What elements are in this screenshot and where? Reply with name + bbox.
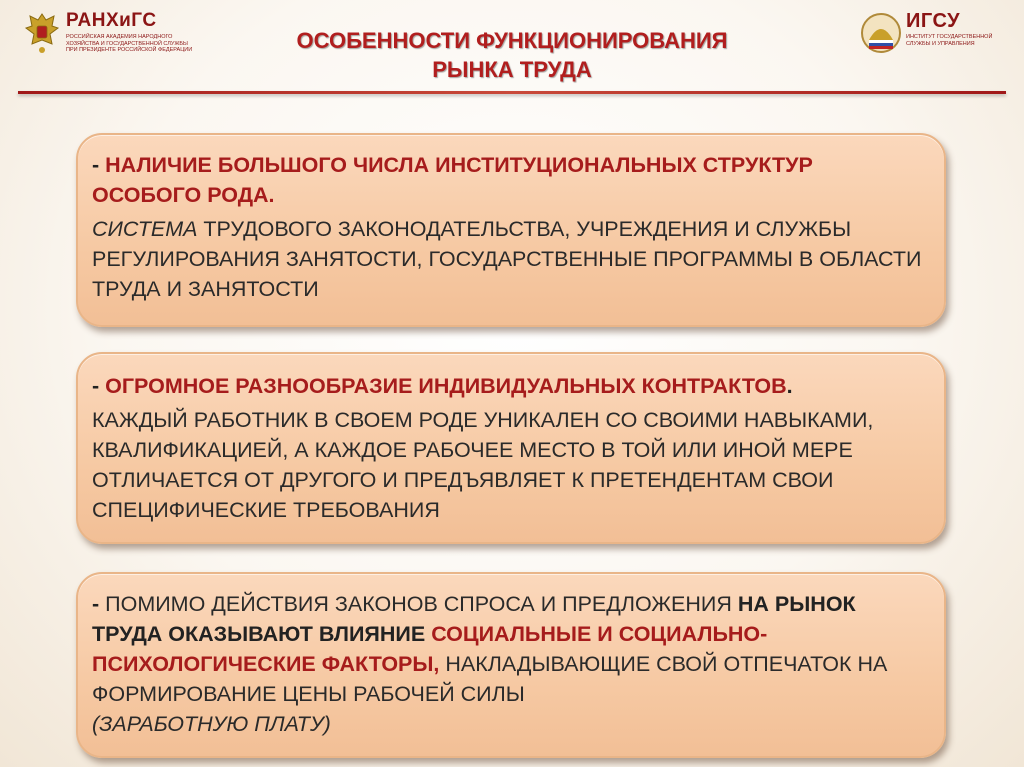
igsu-logo [860,8,1020,60]
card-heading-text: ОГРОМНОЕ РАЗНООБРАЗИЕ ИНДИВИДУАЛЬНЫХ КОНТРАКТОВ [105,374,787,398]
card-body-italic: СИСТЕМА [92,217,198,241]
feature-card-institutional-structures [76,133,946,327]
card-body [92,405,926,525]
card-heading-text: НАЛИЧИЕ БОЛЬШОГО ЧИСЛА ИНСТИТУЦИОНАЛЬНЫХ СТРУКТУР ОСОБОГО РОДА. [92,153,813,207]
ranepa-logo-name: РАНХиГС [66,10,157,31]
bullet-dash: - [92,374,106,398]
card-heading [92,371,926,401]
ranepa-logo-subtitle: РОССИЙСКАЯ АКАДЕМИЯ НАРОДНОГО ХОЗЯЙСТВА И ГОСУДАРСТВЕННОЙ СЛУЖБЫ ПРИ ПРЕЗИДЕНТЕ РОССИЙСКОЙ ФЕДЕРАЦИИ [66,34,193,53]
card-body [92,214,926,304]
slide-title [220,26,804,84]
card-text-plain-2: НАКЛАДЫВАЮЩИЕ СВОЙ ОТПЕЧАТОК НА ФОРМИРОВАНИЕ ЦЕНЫ РАБОЧЕЙ СИЛЫ [92,652,888,706]
igsu-emblem-icon [860,10,902,56]
slide-title-line-1: ОСОБЕННОСТИ ФУНКЦИОНИРОВАНИЯ [296,28,728,53]
card-text-red: СОЦИАЛЬНЫЕ И СОЦИАЛЬНО-ПСИХОЛОГИЧЕСКИЕ ФАКТОРЫ, [92,622,768,676]
card-body-text: КАЖДЫЙ РАБОТНИК В СВОЕМ РОДЕ УНИКАЛЕН СО СВОИМИ НАВЫКАМИ, КВАЛИФИКАЦИЕЙ, А КАЖДОЕ РАБОЧЕЕ МЕСТО В ТОЙ ИЛИ ИНОЙ МЕРЕ ОТЛИЧАЕТСЯ ОТ ДРУГОГО И ПРЕДЪЯВЛЯЕТ К ПРЕТЕНДЕНТАМ СВОИ СПЕЦИФИЧЕСКИЕ ТРЕБОВАНИЯ [92,408,874,522]
card-body [92,589,926,739]
card-heading [92,150,926,210]
igsu-logo-name: ИГСУ [906,10,961,32]
double-headed-eagle-icon [24,10,60,54]
card-text-bold: НА РЫНОК ТРУДА ОКАЗЫВАЮТ ВЛИЯНИЕ [92,592,856,646]
card-text-plain: ПОМИМО ДЕЙСТВИЯ ЗАКОНОВ СПРОСА И ПРЕДЛОЖЕНИЯ [105,592,738,616]
card-text-italic: (ЗАРАБОТНУЮ ПЛАТУ) [92,712,331,736]
bullet-dash: - [92,153,106,177]
title-divider [18,91,1006,94]
igsu-logo-subtitle: ИНСТИТУТ ГОСУДАРСТВЕННОЙ СЛУЖБЫ И УПРАВЛЕНИЯ [906,34,993,47]
slide-title-line-2: РЫНКА ТРУДА [432,57,592,82]
card-heading-period: . [786,374,793,398]
bullet-dash: - [92,592,106,616]
feature-card-individual-contracts [76,352,946,544]
feature-card-social-factors [76,572,946,758]
ranepa-logo [24,8,194,60]
card-body-text: ТРУДОВОГО ЗАКОНОДАТЕЛЬСТВА, УЧРЕЖДЕНИЯ И СЛУЖБЫ РЕГУЛИРОВАНИЯ ЗАНЯТОСТИ, ГОСУДАРСТВЕННЫЕ ПРОГРАММЫ В ОБЛАСТИ ТРУДА И ЗАНЯТОСТИ [92,217,922,301]
